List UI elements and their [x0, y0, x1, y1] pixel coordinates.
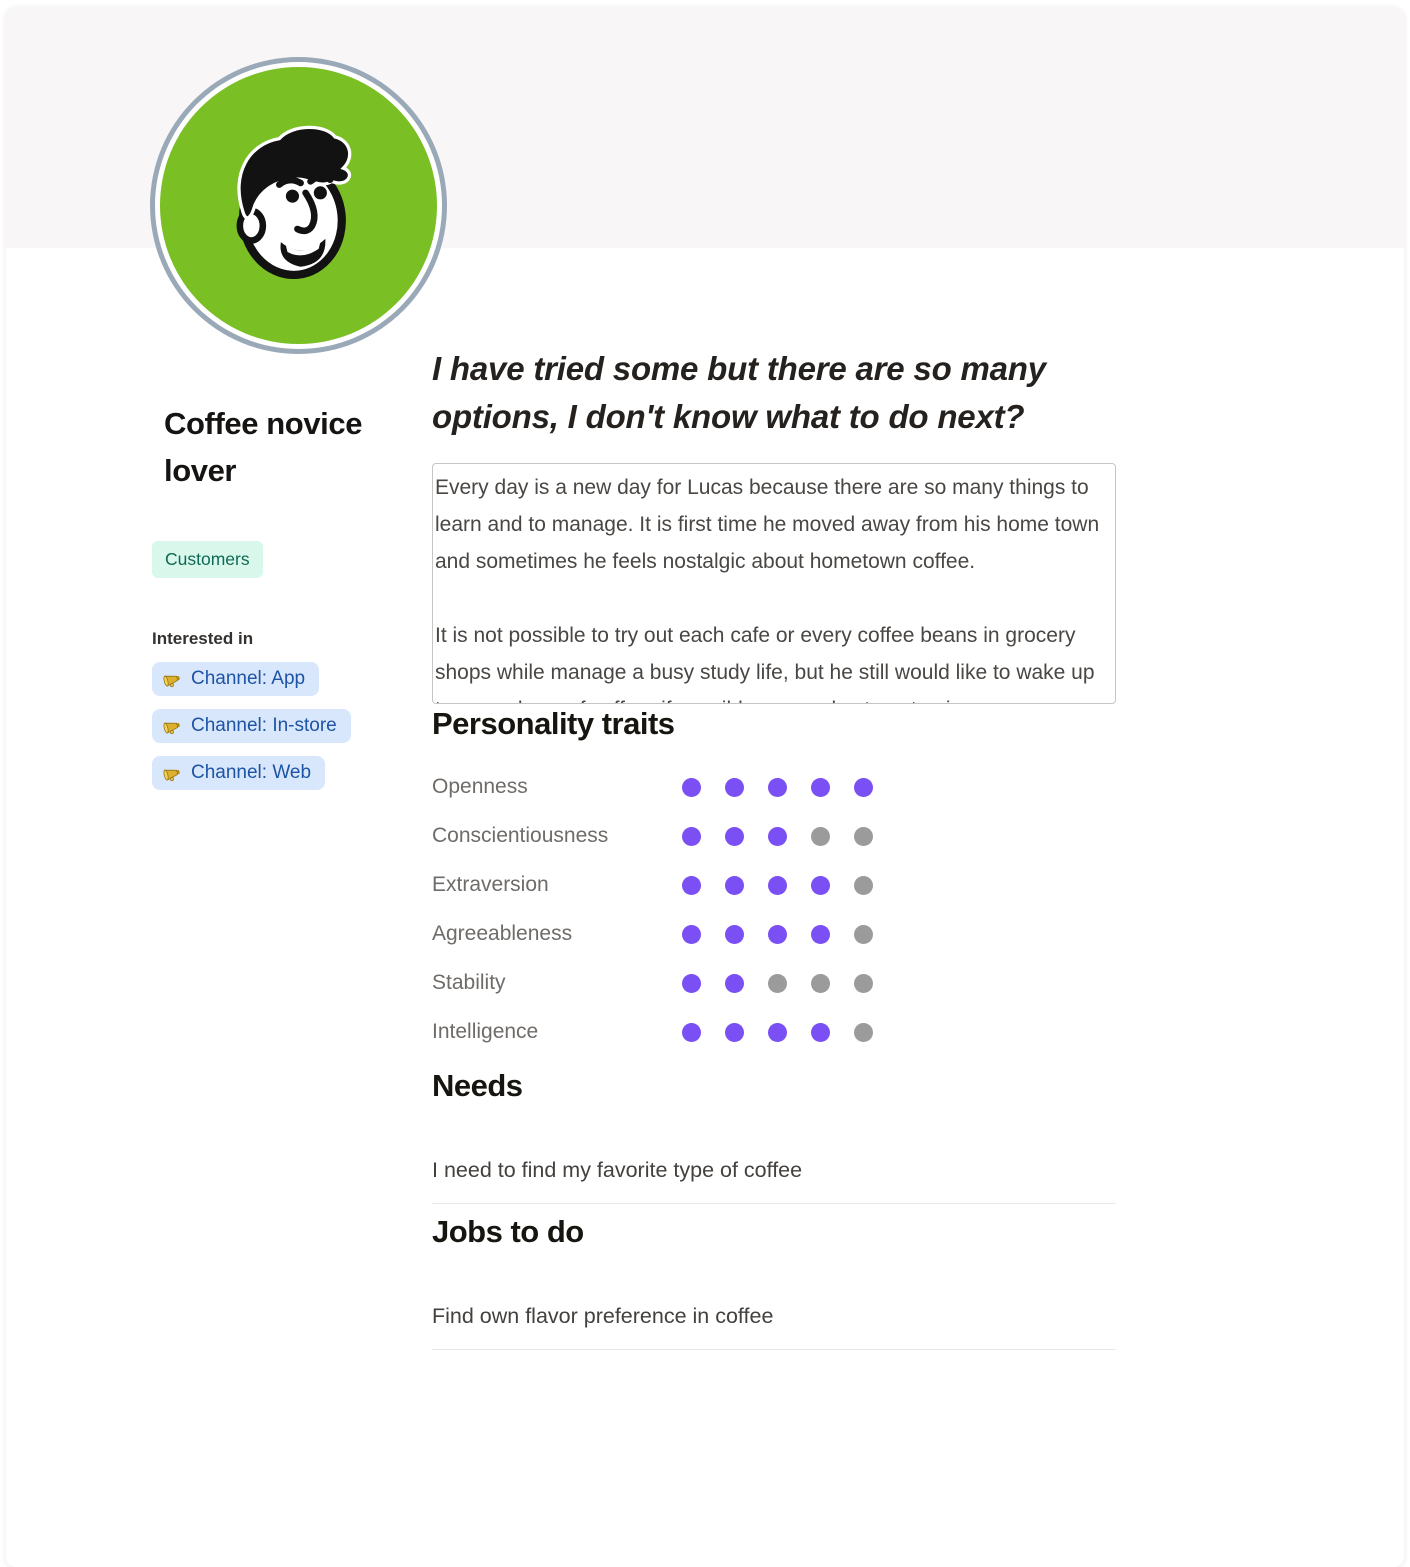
rating-dot-filled[interactable] — [811, 778, 830, 797]
rating-dot-filled[interactable] — [811, 876, 830, 895]
divider — [432, 1349, 1116, 1350]
channel-tag-label: Channel: App — [191, 668, 306, 689]
rating-dot-empty[interactable] — [854, 925, 873, 944]
rating-dot-empty[interactable] — [811, 827, 830, 846]
rating-dot-filled[interactable] — [725, 876, 744, 895]
trait-label: Stability — [432, 971, 506, 994]
trait-row-conscientiousness — [432, 821, 1116, 851]
trait-label: Extraversion — [432, 873, 549, 896]
trait-row-agreeableness — [432, 919, 1116, 949]
channel-tag-label: Channel: Web — [191, 762, 312, 783]
jobs-to-do-heading: Jobs to do — [432, 1214, 584, 1249]
rating-dot-empty[interactable] — [854, 876, 873, 895]
trait-label: Agreeableness — [432, 922, 573, 945]
persona-quote: I have tried some but there are so many options, I don't know what to do next? — [432, 350, 1046, 435]
channel-tag-label: Channel: In-store — [191, 715, 337, 736]
trait-row-extraversion — [432, 870, 1116, 900]
trait-row-stability — [432, 968, 1116, 998]
rating-dot-filled[interactable] — [682, 974, 701, 993]
persona-name: Coffee novice lover — [164, 406, 363, 488]
trait-rating-dots — [682, 827, 873, 846]
persona-description-textarea[interactable] — [432, 463, 1116, 704]
rating-dot-empty[interactable] — [768, 974, 787, 993]
rating-dot-empty[interactable] — [854, 1023, 873, 1042]
rating-dot-filled[interactable] — [725, 974, 744, 993]
rating-dot-filled[interactable] — [725, 778, 744, 797]
trait-row-intelligence — [432, 1017, 1116, 1047]
rating-dot-filled[interactable] — [682, 827, 701, 846]
divider — [432, 1203, 1116, 1204]
channel-tag-app[interactable] — [152, 662, 319, 696]
personality-traits-heading: Personality traits — [432, 706, 675, 741]
right-column — [432, 248, 1116, 1358]
jobs-item: Find own flavor preference in coffee — [432, 1304, 774, 1328]
rating-dot-filled[interactable] — [682, 876, 701, 895]
trait-label: Intelligence — [432, 1020, 539, 1043]
avatar — [160, 67, 437, 344]
rating-dot-filled[interactable] — [682, 1023, 701, 1042]
interested-in-label: Interested in — [152, 629, 254, 648]
megaphone-icon — [163, 717, 182, 736]
rating-dot-filled[interactable] — [682, 925, 701, 944]
rating-dot-filled[interactable] — [725, 827, 744, 846]
segment-tag-customers[interactable]: Customers — [152, 541, 263, 578]
rating-dot-filled[interactable] — [768, 1023, 787, 1042]
rating-dot-empty[interactable] — [854, 827, 873, 846]
trait-row-openness — [432, 772, 1116, 802]
rating-dot-filled[interactable] — [725, 1023, 744, 1042]
trait-rating-dots — [682, 778, 873, 797]
needs-item: I need to find my favorite type of coffee — [432, 1158, 803, 1182]
rating-dot-empty[interactable] — [811, 974, 830, 993]
rating-dot-filled[interactable] — [768, 778, 787, 797]
trait-rating-dots — [682, 925, 873, 944]
channel-tag-web[interactable] — [152, 756, 325, 790]
personality-traits-list — [432, 772, 1116, 1047]
trait-rating-dots — [682, 1023, 873, 1042]
persona-card — [6, 7, 1404, 1567]
rating-dot-filled[interactable] — [682, 778, 701, 797]
channel-tag-in-store[interactable] — [152, 709, 351, 743]
rating-dot-empty[interactable] — [854, 974, 873, 993]
megaphone-icon — [163, 670, 182, 689]
rating-dot-filled[interactable] — [768, 827, 787, 846]
left-column — [6, 248, 432, 790]
trait-label: Openness — [432, 775, 528, 798]
megaphone-icon — [163, 764, 182, 783]
rating-dot-filled[interactable] — [768, 925, 787, 944]
cartoon-man-face-icon — [184, 91, 414, 321]
rating-dot-filled[interactable] — [854, 778, 873, 797]
rating-dot-filled[interactable] — [768, 876, 787, 895]
trait-label: Conscientiousness — [432, 824, 609, 847]
rating-dot-filled[interactable] — [811, 1023, 830, 1042]
trait-rating-dots — [682, 876, 873, 895]
needs-heading: Needs — [432, 1068, 523, 1103]
rating-dot-filled[interactable] — [725, 925, 744, 944]
rating-dot-filled[interactable] — [811, 925, 830, 944]
trait-rating-dots — [682, 974, 873, 993]
